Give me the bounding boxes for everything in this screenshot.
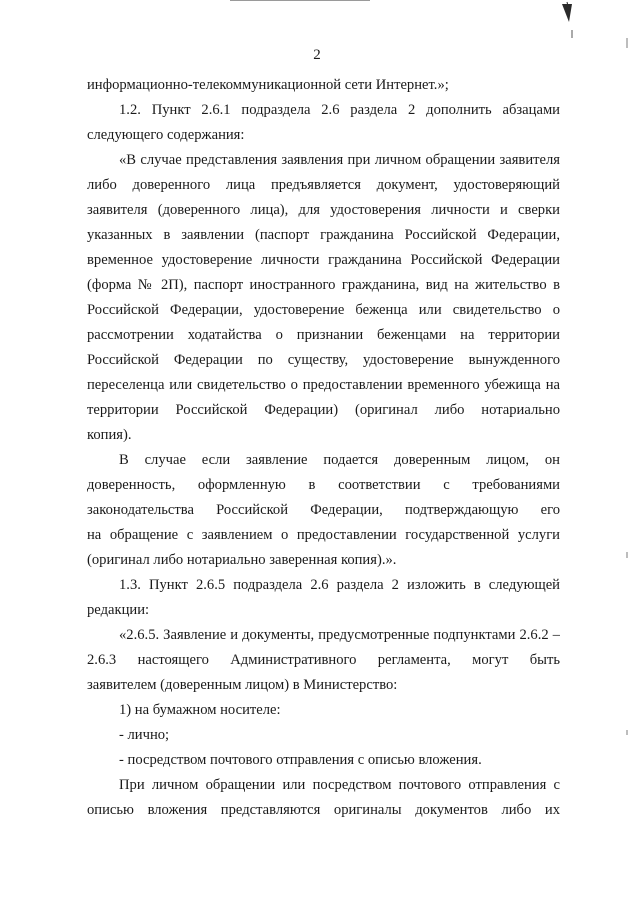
text-line: «В случае представления заявления при личном обращении заявителя [119,152,560,168]
text-line: 2.6.3 настоящего Административного регламента, могут быть [87,652,560,668]
text-line: (оригинал либо нотариально заверенная копия).». [87,552,397,568]
text-line: информационно-телекоммуникационной сети Интернет.»; [87,77,449,93]
text-line: рассмотрении ходатайства о признании беженцами на территории [87,327,560,343]
document-body [87,73,560,823]
scan-edge-line [230,0,370,1]
text-line: переселенца или свидетельство о предоставлении временного убежища на [87,377,560,393]
text-line: территории Российской Федерации) (оригинал либо нотариально [87,402,560,418]
text-line: либо доверенного лица предъявляется документ, удостоверяющий [87,177,560,193]
scan-edge-mark [626,730,628,735]
text-line: «2.6.5. Заявление и документы, предусмотренные подпунктами 2.6.2 – [119,627,560,643]
scan-corner-mark [558,0,588,40]
text-line: редакции: [87,602,150,618]
text-line: - лично; [119,727,170,743]
text-line: (форма № 2П), паспорт иностранного гражданина, вид на жительство в [87,277,560,293]
scan-edge-mark [626,552,628,558]
text-line: Российской Федерации по существу, удостоверение вынужденного [87,352,560,368]
text-line: временное удостоверение личности гражданина Российской Федерации [87,252,560,268]
text-line: заявителем (доверенным лицом) в Министерство: [87,677,398,693]
text-line: 1) на бумажном носителе: [119,702,281,718]
text-line: описью вложения представляются оригиналы документов либо их [87,802,560,818]
text-line: заявителя (доверенного лица), для удостоверения личности и сверки [87,202,560,218]
text-line: При личном обращении или посредством почтового отправления с [119,777,560,793]
text-line: - посредством почтового отправления с описью вложения. [119,752,482,768]
text-line: законодательства Российской Федерации, подтверждающую его [87,502,560,518]
text-line: В случае если заявление подается доверенным лицом, он [119,452,560,468]
text-line: 1.2. Пункт 2.6.1 подраздела 2.6 раздела 2 дополнить абзацами [119,102,560,118]
page-number: 2 [313,47,321,63]
text-line: Российской Федерации, удостоверение беженца или свидетельство о [87,302,560,318]
text-line: указанных в заявлении (паспорт гражданина Российской Федерации, [87,227,560,243]
text-line: на обращение с заявлением о предоставлении государственной услуги [87,527,560,543]
text-line: копия). [87,427,132,443]
text-line: следующего содержания: [87,127,245,143]
text-line: 1.3. Пункт 2.6.5 подраздела 2.6 раздела 2 изложить в следующей [119,577,560,593]
text-line: доверенность, оформленную в соответствии с требованиями [87,477,560,493]
